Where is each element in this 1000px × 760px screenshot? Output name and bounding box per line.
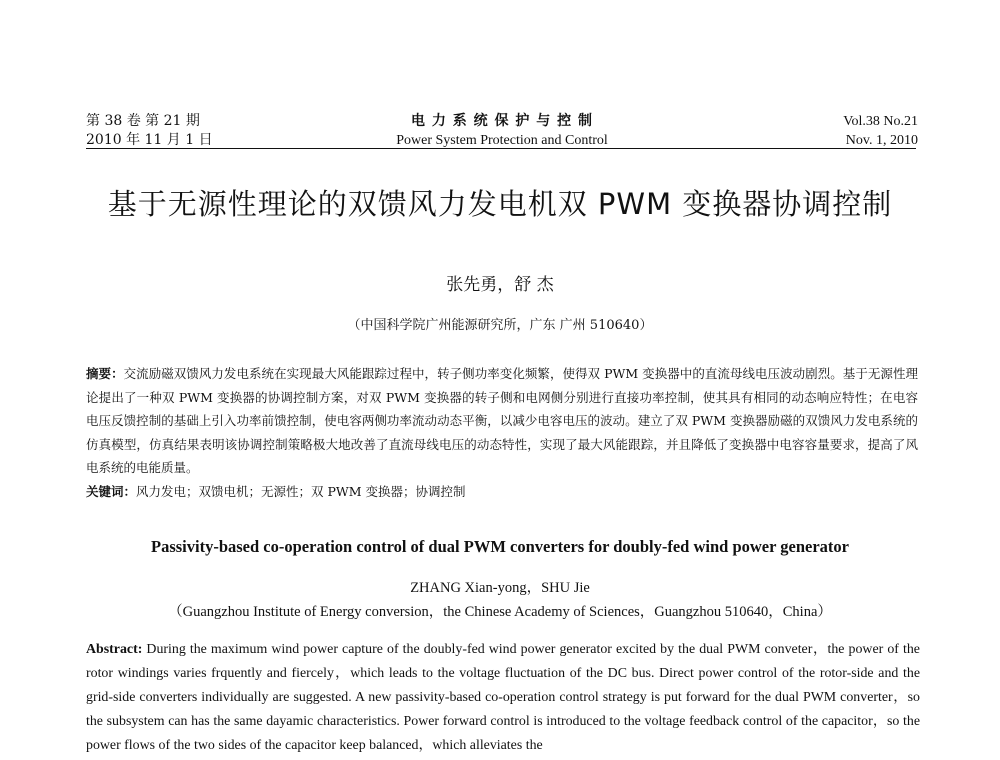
keywords-cn xyxy=(86,480,918,504)
abstract-en-label: Abstract: xyxy=(86,642,143,657)
journal-name-cn: 电 力 系 统 保 护 与 控 制 xyxy=(411,113,593,129)
authors-cn: 张先勇，舒 杰 xyxy=(446,275,554,295)
header-center xyxy=(86,112,918,150)
affiliation-cn: （中国科学院广州能源研究所，广东 广州 510640） xyxy=(347,318,653,333)
volume-en: Vol.38 No.21 xyxy=(843,114,918,129)
volume-cn: 第 38 卷 第 21 期 xyxy=(86,113,200,129)
running-header xyxy=(86,112,918,150)
header-right xyxy=(843,112,918,150)
keywords-cn-text: 风力发电；双馈电机；无源性；双 PWM 变换器；协调控制 xyxy=(136,483,466,499)
abstract-en-text: During the maximum wind power capture of the doubly-fed wind power generator excited by the dual PWM conveter，the power of the rotor windings varies frquently and fiercely，which leads to the voltage fluctuation of the DC bus. Direct power control of the rotor-side and the grid-side converters individually are suggested. A new passivity-based co-operation control strategy is put forward for the dual PWM converter，so the subsystem can has the same dayamic characteristics. Power forward control is introduced to the voltage feedback control of the capacitor，so the power flows of the two sides of the capacitor keep balanced，which alleviates the xyxy=(86,642,920,753)
date-en: Nov. 1, 2010 xyxy=(845,133,918,148)
abstract-en xyxy=(86,638,920,758)
abstract-cn-paragraph xyxy=(86,362,918,480)
affiliation-en: （Guangzhou Institute of Energy conversion，the Chinese Academy of Sciences，Guangzhou 510640，China） xyxy=(168,604,832,620)
abstract-cn-label: 摘要： xyxy=(86,366,124,381)
abstract-cn-text: 交流励磁双馈风力发电系统在实现最大风能跟踪过程中，转子侧功率变化频繁，使得双 PWM 变换器中的直流母线电压波动剧烈。基于无源性理论提出了一种双 PWM 变换器的协调控制方案，对双 PWM 变换器的转子侧和电网侧分别进行直接功率控制，使其具有相同的动态响应特性；在电容电压反馈控制的基础上引入功率前馈控制，使电容两侧功率流动动态平衡，以减少电容电压的波动。建立了双 PWM 变换器励磁的双馈风力发电系统的仿真模型，仿真结果表明该协调控制策略极大地改善了直流母线电压的动态特性，实现了最大风能跟踪，并且降低了变换器中电容容量要求，提高了风电系统的电能质量。 xyxy=(86,366,918,475)
date-cn: 2010 年 11 月 1 日 xyxy=(86,132,213,148)
paper-title-en: Passivity-based co-operation control of dual PWM converters for doubly-fed wind power generator xyxy=(151,537,849,556)
journal-name-en: Power System Protection and Control xyxy=(396,133,608,148)
authors-en: ZHANG Xian-yong，SHU Jie xyxy=(410,580,590,596)
keywords-cn-label: 关键词： xyxy=(86,483,137,499)
header-rule xyxy=(86,148,916,149)
paper-title-cn: 基于无源性理论的双馈风力发电机双 PWM 变换器协调控制 xyxy=(107,187,893,221)
abstract-cn xyxy=(86,362,918,503)
